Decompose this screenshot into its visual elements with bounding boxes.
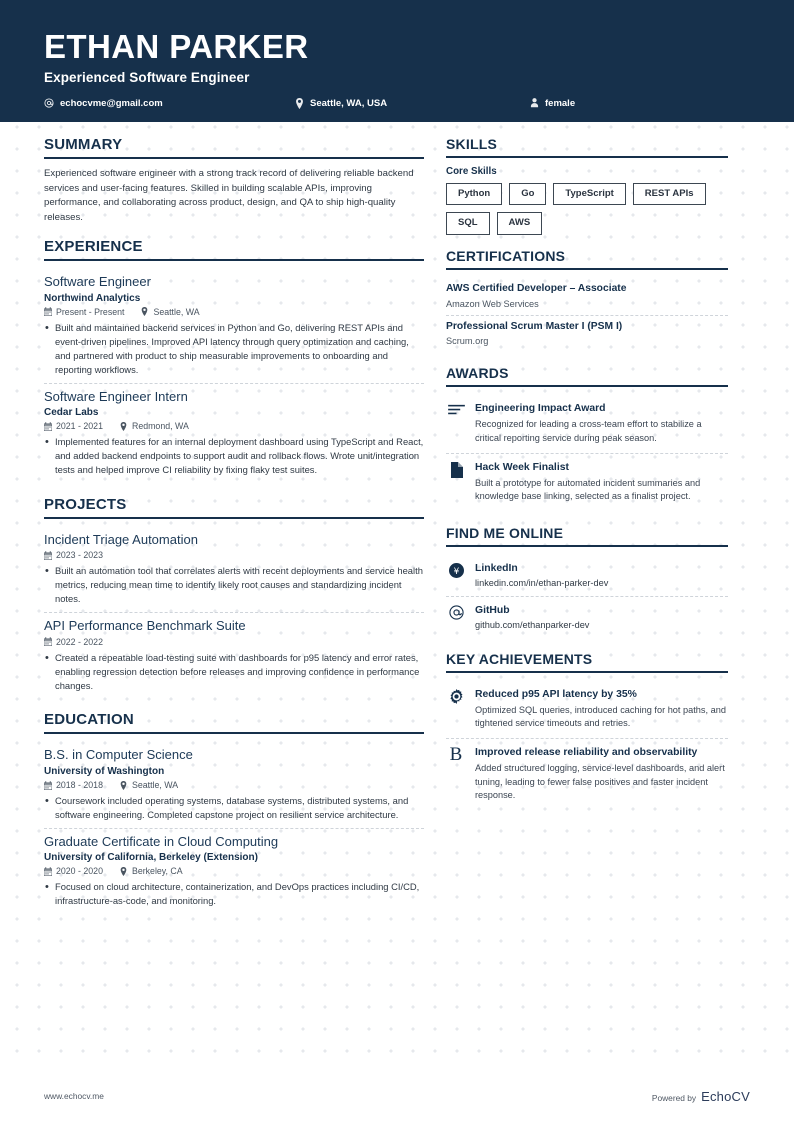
section-divider — [44, 157, 424, 159]
entry-meta — [44, 866, 424, 876]
achievement-description: Optimized SQL queries, introduced caching for hot paths, and tightened service timeouts and retries. — [475, 704, 726, 729]
svg-text:¥: ¥ — [453, 566, 459, 577]
section-divider — [446, 268, 728, 270]
location-pin-icon — [120, 781, 128, 790]
entry-location — [120, 780, 178, 790]
award-description: Built a prototype for automated incident summaries and knowledge base linking, selected as a finalist project. — [475, 478, 701, 502]
experience-entry — [44, 383, 424, 483]
bullet-item: • Built an automation tool that correlates alerts with recent deployments and service health metrics, reducing mean time to identify likely root causes and standardizing incident notes. — [44, 564, 424, 606]
certification-name: Professional Scrum Master I (PSM I) — [446, 320, 623, 332]
footer-brand-name: EchoCV — [701, 1088, 750, 1104]
award-item — [446, 453, 728, 512]
entry-dates — [44, 780, 103, 790]
entry-role: API Performance Benchmark Suite — [44, 618, 246, 634]
online-profile-github[interactable] — [446, 596, 728, 638]
skills-group-label: Core Skills — [446, 166, 497, 177]
entry-meta — [44, 421, 424, 431]
section-key-achievements — [446, 651, 728, 811]
skill-pill: AWS — [497, 212, 543, 234]
certification-name: AWS Certified Developer – Associate — [446, 282, 627, 294]
calendar-icon — [44, 551, 52, 560]
location-pin-icon — [120, 422, 128, 431]
entry-location — [120, 866, 183, 876]
entry-dates-text: Present - Present — [56, 306, 125, 317]
entry-dates-text: 2018 - 2018 — [56, 780, 103, 791]
achievement-name: Reduced p95 API latency by 35% — [475, 688, 637, 700]
skill-pill: Go — [509, 183, 546, 205]
entry-meta — [44, 550, 424, 560]
entry-bullets — [44, 794, 424, 822]
skill-pill: SQL — [446, 212, 490, 234]
linkedin-icon — [446, 562, 466, 578]
achievement-item — [446, 738, 728, 810]
achievement-name: Improved release reliability and observability — [475, 747, 698, 759]
entry-location-text: Redmond, WA — [131, 421, 189, 432]
project-entry — [44, 612, 424, 698]
bullet-item: • Created a repeatable load-testing suite with dashboards for p95 latency and error rates, enabling regression detection before releases and improving confidence in performance changes. — [44, 651, 424, 693]
summary-text: Experienced software engineer with a strong track record of delivering reliable backend services and user-facing features. Skilled in building scalable APIs, improving performance, and collaborating across product, design, and QA to ship high-quality releases. — [44, 168, 414, 223]
contact-email[interactable] — [44, 98, 294, 109]
entry-dates — [44, 550, 103, 560]
person-icon — [529, 98, 539, 108]
entry-location-text: Seattle, WA — [131, 780, 179, 791]
section-experience-title: EXPERIENCE — [44, 238, 143, 256]
entry-dates — [44, 866, 103, 876]
online-profile-body — [475, 562, 728, 588]
github-icon — [446, 604, 466, 620]
section-certifications-title: CERTIFICATIONS — [446, 247, 566, 264]
entry-location — [141, 307, 199, 317]
certification-item — [446, 278, 728, 315]
letter-b-glyph: B — [449, 744, 463, 766]
education-entry — [44, 742, 424, 827]
online-profile-body — [475, 604, 728, 630]
online-profile-name: LinkedIn — [475, 562, 518, 574]
calendar-icon — [44, 307, 52, 316]
section-education — [44, 711, 424, 914]
contact-gender — [529, 98, 575, 109]
candidate-title: Experienced Software Engineer — [44, 69, 250, 85]
entry-bullets — [44, 321, 424, 377]
section-find-me-online-title: FIND ME ONLINE — [446, 524, 564, 541]
certification-issuer: Amazon Web Services — [446, 298, 539, 309]
email-icon — [44, 98, 54, 108]
letter-b-icon — [446, 744, 466, 766]
section-education-title: EDUCATION — [44, 711, 134, 729]
entry-role: Incident Triage Automation — [44, 531, 198, 547]
award-item — [446, 395, 728, 453]
entry-meta — [44, 780, 424, 790]
bullet-item: • Implemented features for an internal deployment dashboard using TypeScript and React, and added backend endpoints to support audit and rollback flows. Wrote unit/integration tests and helped improve CI reliability by fixing flaky test suites. — [44, 435, 424, 477]
candidate-name: ETHAN PARKER — [44, 28, 309, 65]
entry-dates-text: 2023 - 2023 — [56, 550, 103, 561]
entry-meta — [44, 637, 424, 647]
section-awards-title: AWARDS — [446, 365, 509, 382]
online-profile-name: GitHub — [475, 604, 510, 616]
online-profile-url[interactable]: linkedin.com/in/ethan-parker-dev — [475, 577, 609, 588]
section-divider — [44, 517, 424, 519]
lines-icon — [446, 402, 466, 416]
resume-footer — [0, 1069, 794, 1123]
online-profile-url[interactable]: github.com/ethanparker-dev — [475, 619, 590, 630]
achievement-body — [475, 746, 728, 802]
calendar-icon — [44, 781, 52, 790]
section-skills — [446, 136, 728, 235]
gear-icon — [446, 688, 466, 704]
footer-website[interactable]: www.echocv.me — [44, 1091, 104, 1101]
section-divider — [446, 545, 728, 547]
certification-item — [446, 315, 728, 353]
entry-bullets — [44, 435, 424, 477]
skill-pill: REST APIs — [633, 183, 706, 205]
bullet-item: • Built and maintained backend services in Python and Go, delivering REST APIs and event-driven pipelines. Improved API latency through query optimization and caching, and partnered with product to ship measurable improvements to onboarding and reporting workflows. — [44, 321, 424, 377]
entry-location — [120, 421, 189, 431]
section-skills-title: SKILLS — [446, 136, 497, 152]
contact-location — [294, 98, 529, 109]
section-divider — [446, 671, 728, 673]
award-body — [475, 461, 728, 504]
entry-dates-text: 2021 - 2021 — [56, 421, 103, 432]
section-summary-title: SUMMARY — [44, 136, 123, 153]
footer-branding — [652, 1089, 750, 1104]
location-pin-icon — [120, 867, 128, 876]
entry-organization: Northwind Analytics — [44, 292, 141, 304]
award-name: Hack Week Finalist — [475, 462, 569, 474]
award-body — [475, 402, 728, 445]
achievement-item — [446, 681, 728, 739]
calendar-icon — [44, 422, 52, 431]
entry-dates — [44, 307, 124, 317]
calendar-icon — [44, 637, 52, 646]
project-entry — [44, 527, 424, 612]
award-description: Recognized for leading a cross-team effort to stabilize a critical reporting service during peak season. — [475, 419, 702, 443]
section-divider — [446, 385, 728, 387]
entry-role: Software Engineer Intern — [44, 388, 188, 404]
entry-location-text: Seattle, WA — [153, 306, 200, 317]
section-experience — [44, 238, 424, 483]
section-find-me-online — [446, 525, 728, 638]
section-certifications — [446, 248, 728, 353]
entry-bullets — [44, 651, 424, 693]
experience-entry — [44, 269, 424, 382]
entry-dates — [44, 421, 103, 431]
section-divider — [44, 732, 424, 734]
location-pin-icon — [141, 307, 149, 316]
section-summary — [44, 136, 424, 225]
achievement-description: Added structured logging, service-level dashboards, and alert tuning, leading to fewer false positives and faster incident response. — [475, 763, 725, 801]
entry-dates-text: 2022 - 2022 — [56, 636, 103, 647]
bullet-item: • Coursework included operating systems, database systems, distributed systems, and software engineering. Completed capstone project on resilient service architecture. — [44, 794, 424, 822]
education-entry — [44, 828, 424, 914]
entry-bullets — [44, 880, 424, 908]
footer-powered-label: Powered by — [651, 1092, 697, 1103]
left-column — [44, 136, 446, 927]
contact-gender-text: female — [545, 97, 576, 109]
award-name: Engineering Impact Award — [475, 403, 606, 415]
section-divider — [446, 156, 728, 158]
resume-body — [0, 122, 794, 927]
entry-dates — [44, 637, 103, 647]
section-divider — [44, 259, 424, 261]
entry-dates-text: 2020 - 2020 — [56, 866, 103, 877]
section-projects-title: PROJECTS — [44, 495, 127, 513]
contact-row — [44, 98, 750, 109]
achievement-body — [475, 688, 728, 731]
calendar-icon — [44, 867, 52, 876]
section-key-achievements-title: KEY ACHIEVEMENTS — [446, 650, 593, 667]
entry-role: Graduate Certificate in Cloud Computing — [44, 833, 279, 849]
skill-pill: TypeScript — [553, 183, 625, 205]
entry-organization: University of California, Berkeley (Extension) — [44, 852, 258, 864]
certification-issuer: Scrum.org — [446, 336, 489, 347]
entry-role: B.S. in Computer Science — [44, 747, 193, 763]
entry-organization: Cedar Labs — [44, 407, 99, 419]
entry-bullets — [44, 564, 424, 606]
entry-location-text: Berkeley, CA — [131, 866, 183, 877]
skills-list — [446, 183, 728, 235]
contact-location-text: Seattle, WA, USA — [310, 97, 388, 109]
resume-header — [0, 0, 794, 122]
location-pin-icon — [294, 98, 304, 108]
bullet-item: • Focused on cloud architecture, containerization, and DevOps practices including CI/CD, infrastructure-as-code, and monitoring. — [44, 880, 424, 908]
section-awards — [446, 365, 728, 511]
section-projects — [44, 496, 424, 699]
entry-role: Software Engineer — [44, 274, 151, 290]
contact-email-text: echocvme@gmail.com — [60, 97, 163, 109]
skill-pill: Python — [446, 183, 502, 205]
entry-organization: University of Washington — [44, 766, 165, 778]
online-profile-linkedin[interactable] — [446, 555, 728, 596]
right-column — [446, 136, 728, 927]
entry-meta — [44, 307, 424, 317]
document-icon — [446, 461, 466, 478]
